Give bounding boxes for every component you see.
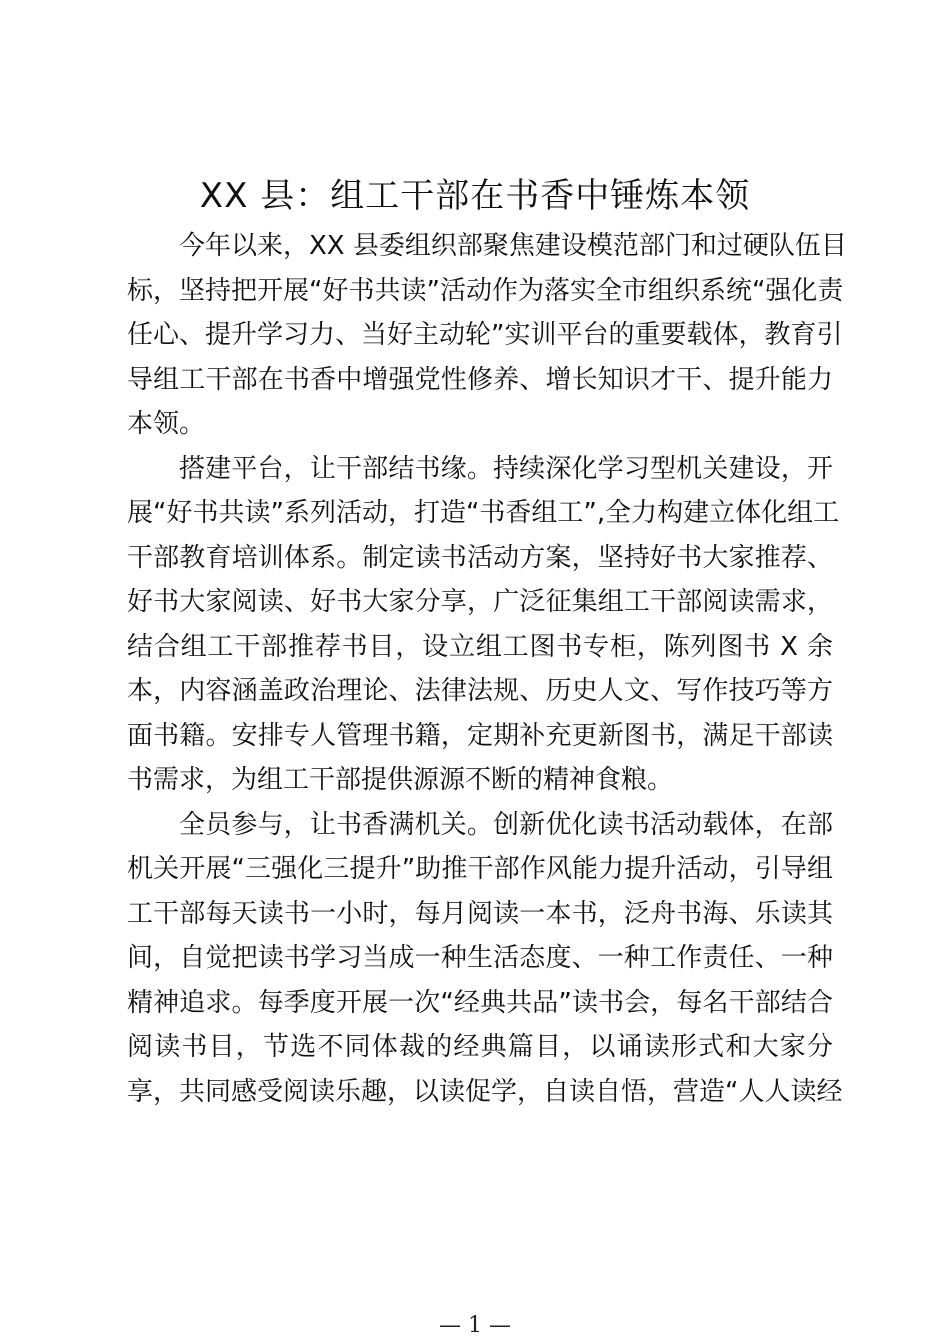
paragraph-line: 导组工干部在书香中增强党性修养、增长知识才干、提升能力 bbox=[127, 364, 833, 395]
paragraph-line: 书需求，为组工干部提供源源不断的精神食粮。 bbox=[127, 765, 674, 795]
document-title: XX 县：组工干部在书香中锤炼本领 bbox=[199, 176, 751, 216]
paragraph-line: 好书大家阅读、好书大家分享，广泛征集组工干部阅读需求， bbox=[127, 587, 833, 617]
page-number: — 1 — bbox=[439, 1313, 511, 1338]
paragraph-line: 间，自觉把读书学习当成一种生活态度、一种工作责任、一种 bbox=[127, 943, 833, 973]
paragraph-line: 面书籍。安排专人管理书籍，定期补充更新图书，满足干部读 bbox=[127, 720, 833, 751]
paragraph-2 bbox=[127, 447, 840, 803]
paragraph-line: 标，坚持把开展“好书共读”活动作为落实全市组织系统“强化责 bbox=[127, 275, 844, 306]
paragraph-line: 机关开展“三强化三提升”助推干部作风能力提升活动，引导组 bbox=[127, 854, 833, 884]
paragraph-line: 全员参与，让书香满机关。创新优化读书活动载体，在部 bbox=[179, 809, 833, 840]
paragraph-line: 搭建平台，让干部结书缘。持续深化学习型机关建设，开 bbox=[179, 453, 833, 484]
paragraph-line: 干部教育培训体系。制定读书活动方案，坚持好书大家推荐、 bbox=[127, 542, 833, 573]
paragraph-line: 展“好书共读”系列活动，打造“书香组工”,全力构建立体化组工 bbox=[127, 498, 840, 528]
paragraph-line: 任心、提升学习力、当好主动轮”实训平台的重要载体，教育引 bbox=[127, 320, 843, 350]
paragraph-3 bbox=[127, 803, 843, 1115]
paragraph-line: 享，共同感受阅读乐趣，以读促学，自读自悟，营造“人人读经 bbox=[127, 1076, 843, 1107]
document-body bbox=[127, 224, 847, 1114]
paragraph-line: 今年以来，XX 县委组织部聚焦建设模范部门和过硬队伍目 bbox=[179, 231, 847, 261]
paragraph-line: 精神追求。每季度开展一次“经典共品”读书会，每名干部结合 bbox=[127, 987, 833, 1018]
paragraph-line: 本领。 bbox=[127, 409, 206, 439]
paragraph-line: 工干部每天读书一小时，每月阅读一本书，泛舟书海、乐读其 bbox=[127, 898, 833, 929]
paragraph-line: 结合组工干部推荐书目，设立组工图书专柜，陈列图书 X 余 bbox=[127, 631, 833, 662]
paragraph-1 bbox=[127, 224, 847, 447]
paragraph-line: 阅读书目，节选不同体裁的经典篇目，以诵读形式和大家分 bbox=[127, 1032, 833, 1062]
paragraph-line: 本，内容涵盖政治理论、法律法规、历史人文、写作技巧等方 bbox=[127, 676, 833, 706]
